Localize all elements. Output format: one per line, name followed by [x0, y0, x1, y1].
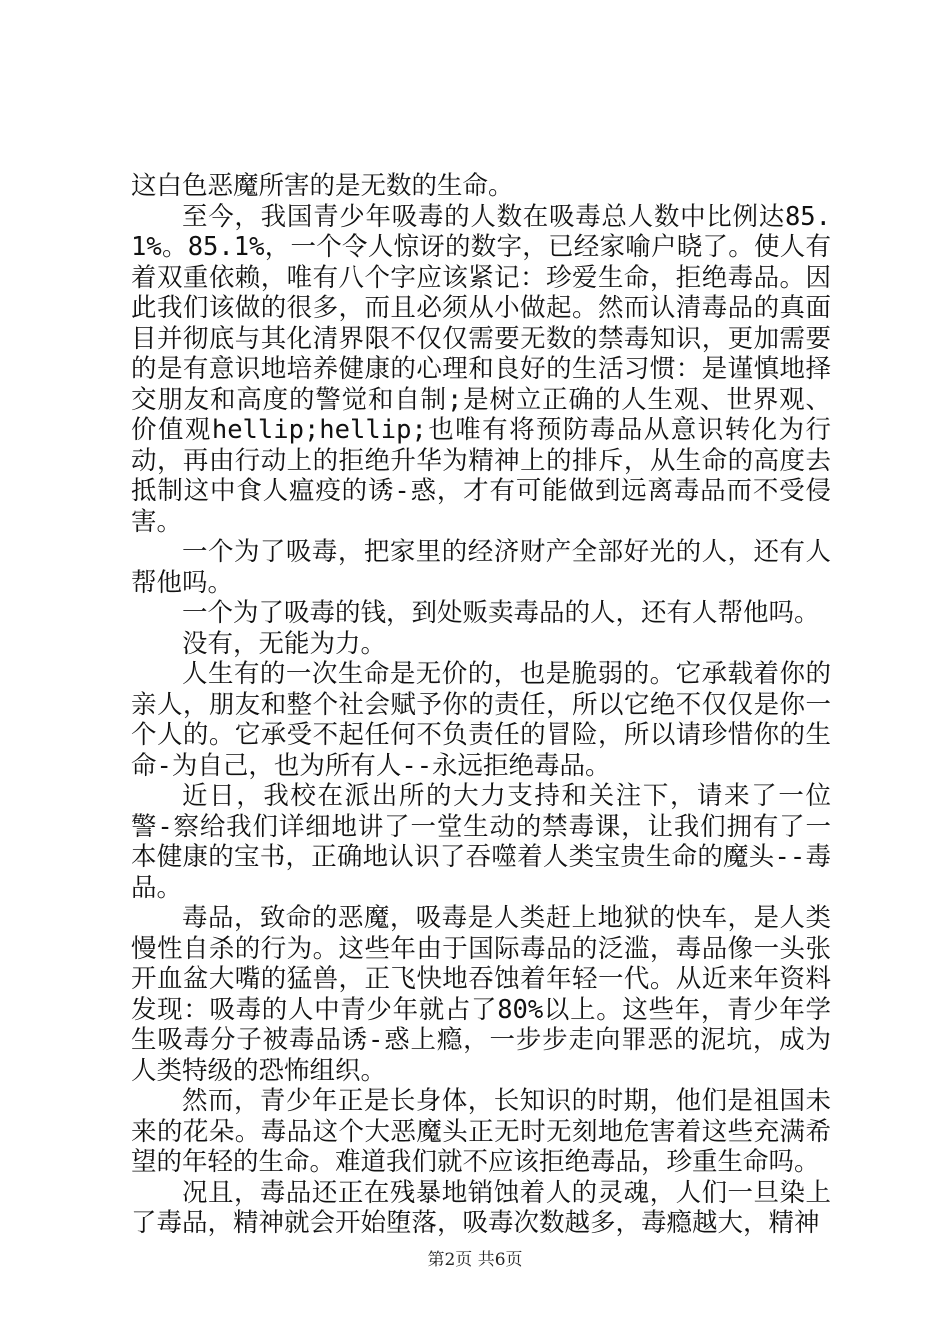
paragraph: 毒品，致命的恶魔，吸毒是人类赶上地狱的快车，是人类慢性自杀的行为。这些年由于国际毒品的泛滥，毒品像一头张开血盆大嘴的猛兽，正飞快地吞蚀着年轻一代。从近来年资料发现：吸毒的人中青少年就占了80%以上。这些年，青少年学生吸毒分子被毒品诱-惑上瘾，一步步走向罪恶的泥坑，成为人类特级的恐怖组织。 — [131, 903, 831, 1086]
document-body — [131, 171, 831, 1239]
page-number-footer: 第2页 共6页 — [427, 1250, 523, 1270]
paragraph: 一个为了吸毒的钱，到处贩卖毒品的人，还有人帮他吗。 — [182, 598, 820, 628]
paragraph: 况且，毒品还正在残暴地销蚀着人的灵魂，人们一旦染上了毒品，精神就会开始堕落，吸毒次数越多，毒瘾越大，精神 — [131, 1177, 831, 1238]
paragraph: 人生有的一次生命是无价的，也是脆弱的。它承载着你的亲人，朋友和整个社会赋予你的责任，所以它绝不仅仅是你一个人的。它承受不起任何不负责任的冒险，所以请珍惜你的生命-为自己，也为所有人--永远拒绝毒品。 — [131, 659, 831, 781]
paragraph: 然而，青少年正是长身体，长知识的时期，他们是祖国未来的花朵。毒品这个大恶魔头正无时无刻地危害着这些充满希望的年轻的生命。难道我们就不应该拒绝毒品，珍重生命吗。 — [131, 1086, 831, 1177]
paragraph: 至今，我国青少年吸毒的人数在吸毒总人数中比例达85.1%。85.1%，一个令人惊讶的数字，已经家喻户晓了。使人有着双重依赖，唯有八个字应该紧记：珍爱生命，拒绝毒品。因此我们该做的很多，而且必须从小做起。然而认清毒品的真面目并彻底与其化清界限不仅仅需要无数的禁毒知识，更加需要的是有意识地培养健康的心理和良好的生活习惯：是谨慎地择交朋友和高度的警觉和自制;是树立正确的人生观、世界观、价值观hellip;hellip;也唯有将预防毒品从意识转化为行动，再由行动上的拒绝升华为精神上的排斥，从生命的高度去抵制这中食人瘟疫的诱-惑，才有可能做到远离毒品而不受侵害。 — [131, 201, 831, 537]
paragraph: 一个为了吸毒，把家里的经济财产全部好光的人，还有人帮他吗。 — [131, 537, 831, 598]
paragraph: 近日，我校在派出所的大力支持和关注下，请来了一位警-察给我们详细地讲了一堂生动的禁毒课，让我们拥有了一本健康的宝书，正确地认识了吞噬着人类宝贵生命的魔头--毒品。 — [131, 781, 831, 903]
paragraph: 没有，无能为力。 — [182, 628, 387, 659]
paragraph: 这白色恶魔所害的是无数的生命。 — [131, 171, 514, 201]
